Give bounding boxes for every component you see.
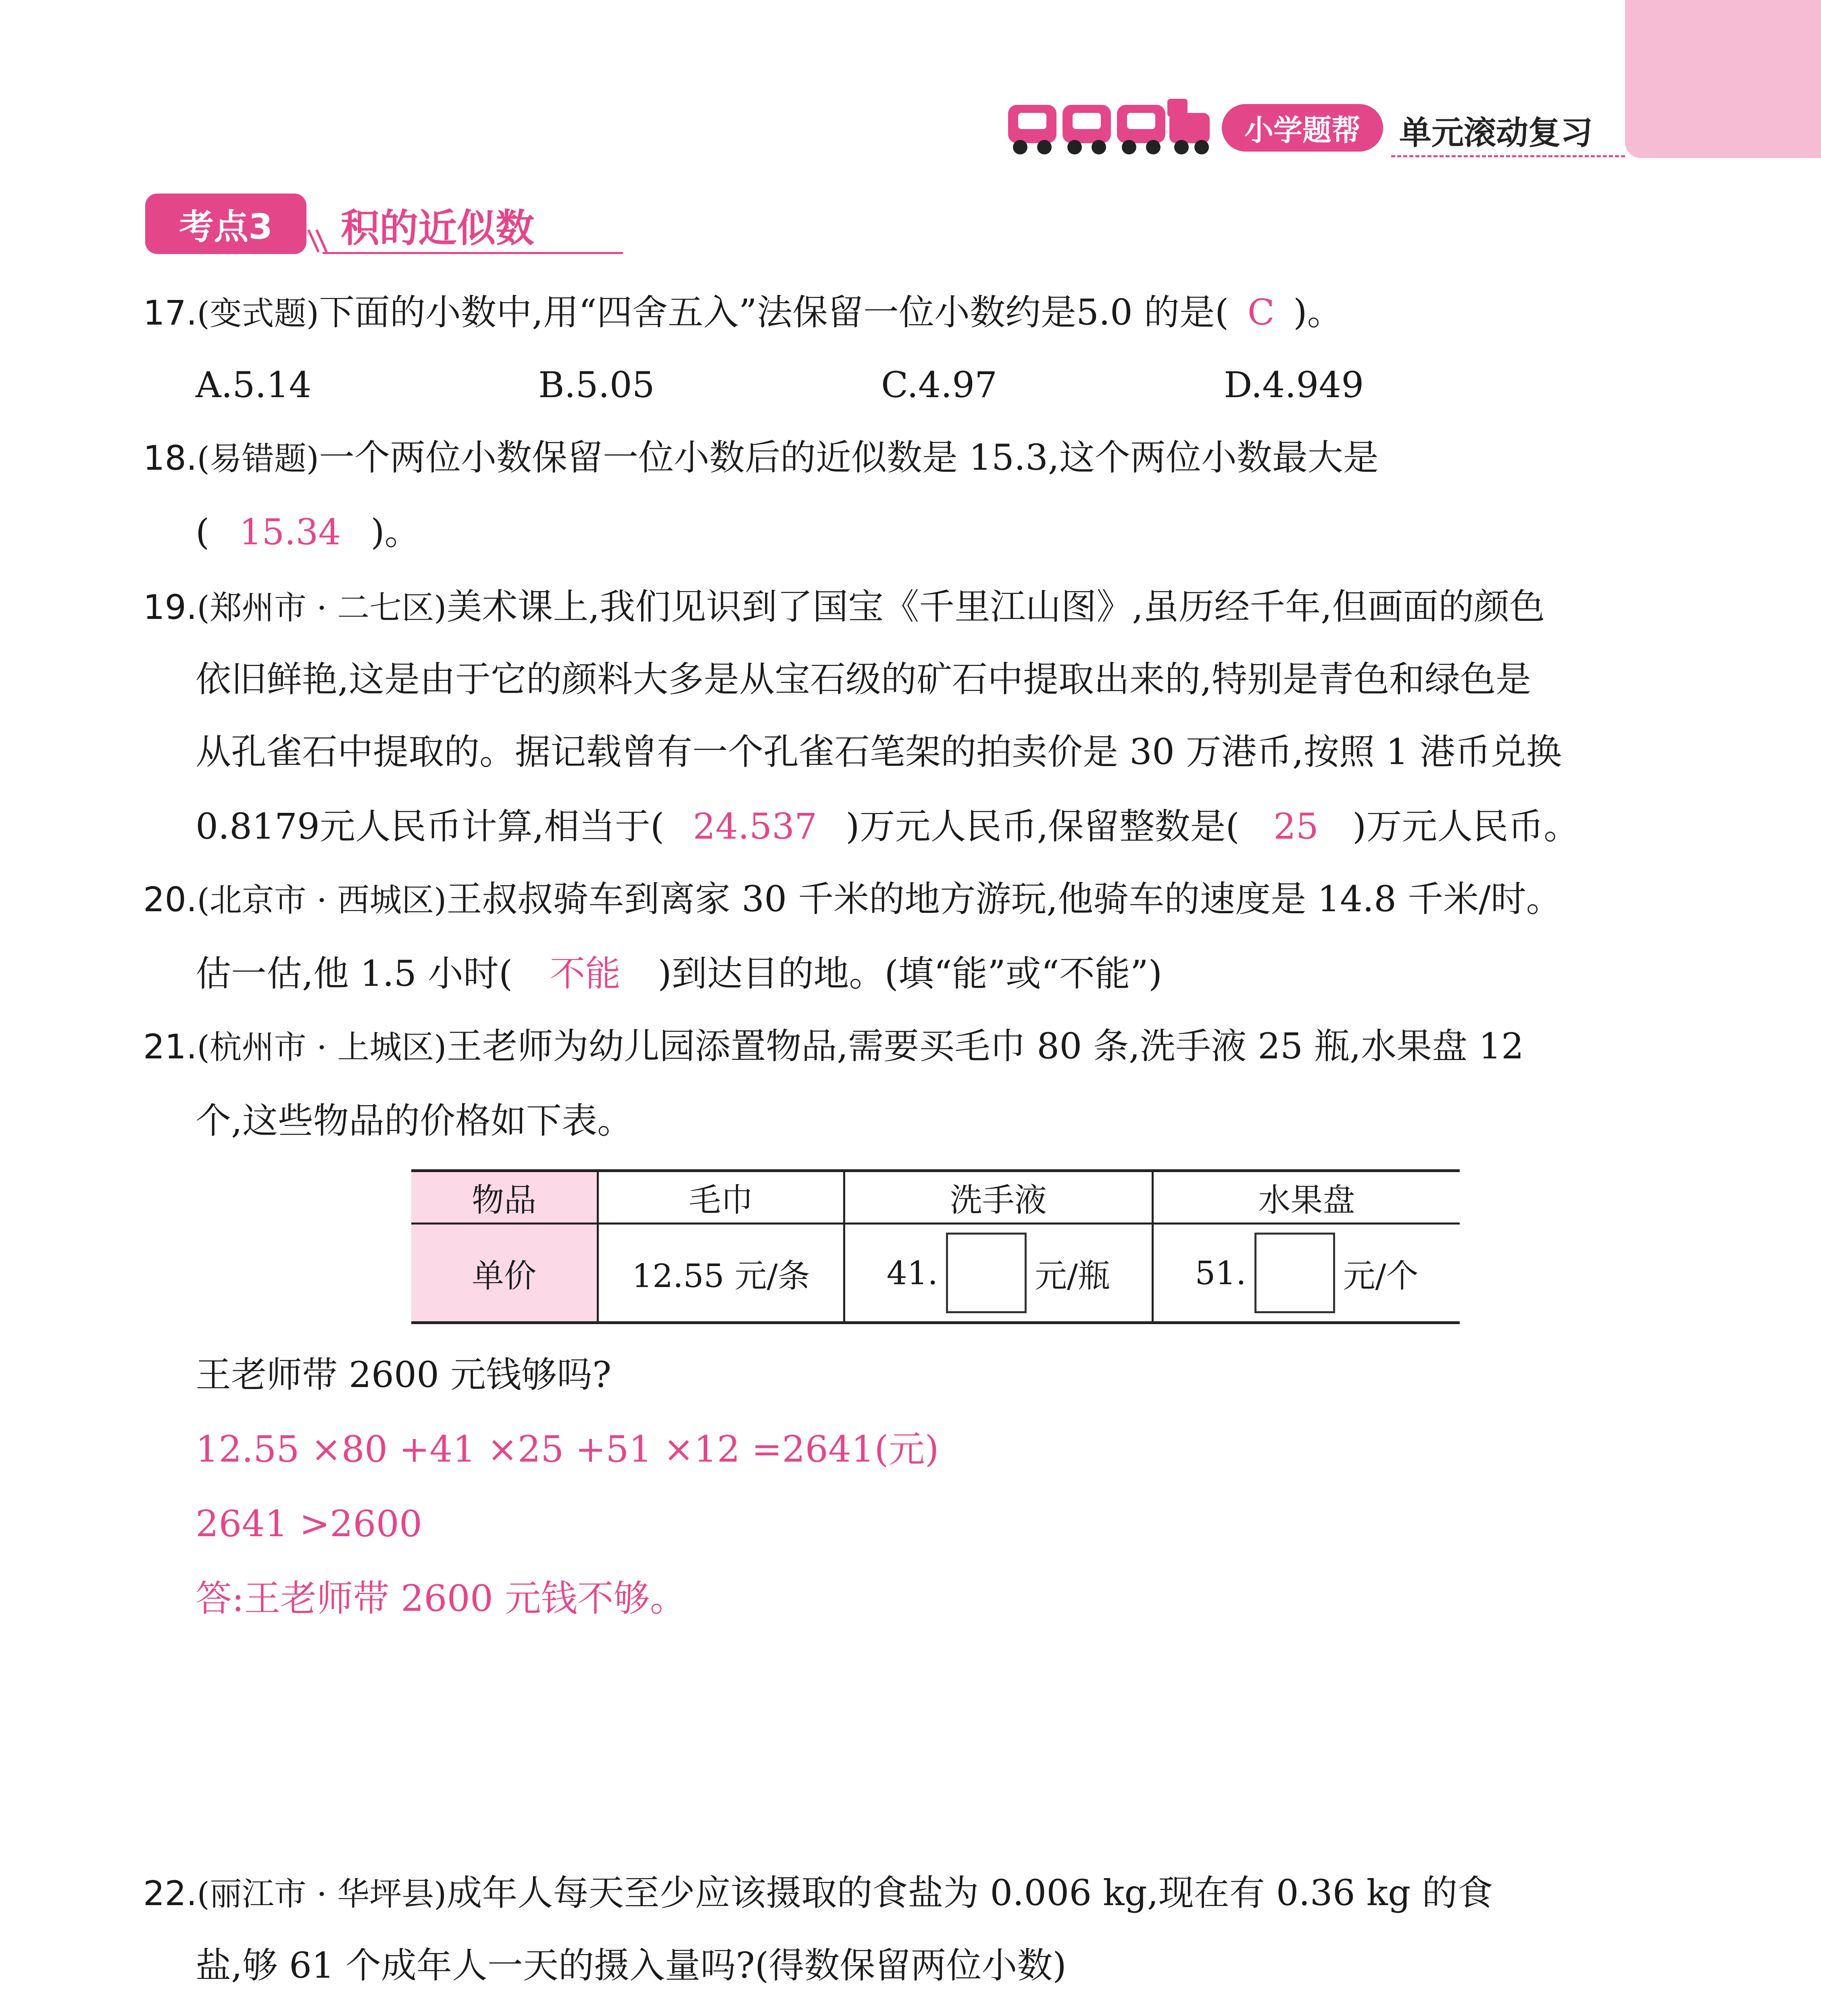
- q21-solution-2: 2641 >2600: [196, 1503, 423, 1545]
- fruitplate-price-prefix: 51.: [1195, 1254, 1246, 1292]
- q21-line1: [143, 1024, 1524, 1070]
- q19-line3: 从孔雀石中提取的。据记载曾有一个孔雀石笔架的拍卖价是 30 万港币,按照 1 港币兑换: [196, 731, 1562, 773]
- q21-tag: (杭州市 · 上城区): [197, 1029, 447, 1066]
- q18-close: )。: [371, 511, 420, 553]
- q19-line2: 依旧鲜艳,这是由于它的颜料大多是从宝石级的矿石中提取出来的,特别是青色和绿色是: [196, 658, 1531, 700]
- q17-number: 17.: [143, 293, 197, 333]
- table-header-handwash: 洗手液: [844, 1171, 1152, 1224]
- q19-number: 19.: [143, 587, 197, 627]
- q20-line2: [196, 952, 1162, 996]
- q20-answer: 不能: [550, 953, 621, 994]
- q17-option-c: C.4.97: [881, 364, 998, 406]
- q18-line2: [196, 510, 420, 554]
- q18-text: 一个两位小数保留一位小数后的近似数是 15.3,这个两位小数最大是: [319, 437, 1379, 478]
- q20-text1: 王叔叔骑车到离家 30 千米的地方游玩,他骑车的速度是 14.8 千米/时。: [446, 878, 1562, 920]
- header-divider: [1391, 155, 1625, 157]
- q18-line1: [143, 435, 1379, 481]
- q17-tag: (变式题): [197, 295, 319, 332]
- handwash-price-prefix: 41.: [886, 1254, 938, 1292]
- q19-tag: (郑州市 · 二七区): [197, 589, 447, 627]
- q17-text: 下面的小数中,用“四舍五入”法保留一位小数约是5.0 的是(: [319, 292, 1229, 333]
- q19-text4a: 0.8179元人民币计算,相当于(: [196, 806, 665, 847]
- fruitplate-price-unit: 元/个: [1343, 1257, 1419, 1295]
- q20-tag: (北京市 · 西城区): [197, 881, 447, 919]
- q17-option-d: D.4.949: [1224, 364, 1364, 406]
- q17-option-b: B.5.05: [538, 364, 655, 406]
- q19-answer2: 25: [1273, 806, 1319, 847]
- q18-answer: 15.34: [239, 511, 341, 553]
- q18-tag: (易错题): [197, 440, 319, 477]
- section-badge: 考点3: [145, 194, 306, 254]
- q19-answer1: 24.537: [693, 806, 817, 847]
- q21-question: 王老师带 2600 元钱够吗?: [196, 1354, 612, 1395]
- q22-line2: 盐,够 61 个成年人一天的摄入量吗?(得数保留两位小数): [196, 1945, 1067, 1986]
- table-header-row: [411, 1171, 1460, 1224]
- q21-text1: 王老师为幼儿园添置物品,需要买毛巾 80 条,洗手液 25 瓶,水果盘 12: [446, 1025, 1524, 1067]
- fruitplate-price-cell: [1152, 1224, 1460, 1323]
- table-row: [411, 1224, 1460, 1323]
- header-title: 单元滚动复习: [1399, 114, 1593, 152]
- table-header-fruitplate: 水果盘: [1152, 1171, 1460, 1224]
- handwash-digit-box: [946, 1233, 1027, 1313]
- q20-number: 20.: [143, 880, 197, 919]
- q19-text4c: )万元人民币。: [1352, 806, 1579, 847]
- q21-number: 21.: [143, 1027, 197, 1066]
- q22-line1: [143, 1871, 1493, 1916]
- towel-price: 12.55 元/条: [598, 1224, 844, 1323]
- section-underline: [323, 252, 623, 254]
- corner-tab: [1625, 0, 1821, 158]
- q17-line: [143, 290, 1343, 336]
- q21-solution-1: 12.55 ×80 +41 ×25 +51 ×12 =2641(元): [196, 1428, 939, 1470]
- q19-line1: [143, 585, 1545, 630]
- q18-open: (: [196, 511, 210, 553]
- q19-text1: 美术课上,我们见识到了国宝《千里江山图》,虽历经千年,但画面的颜色: [446, 586, 1545, 627]
- price-table: [411, 1169, 1460, 1324]
- section-title: 积的近似数: [341, 206, 534, 251]
- q18-number: 18.: [143, 438, 197, 478]
- q19-text4b: )万元人民币,保留整数是(: [846, 806, 1240, 847]
- q20-text2a: 估一估,他 1.5 小时(: [196, 953, 513, 994]
- q21-line2: 个,这些物品的价格如下表。: [196, 1100, 633, 1141]
- q20-text2b: )到达目的地。(填“能”或“不能”): [658, 953, 1163, 994]
- q19-line4: [196, 804, 1579, 849]
- q20-line1: [143, 877, 1562, 923]
- q17-option-a: A.5.14: [196, 364, 312, 406]
- q22-text1: 成年人每天至少应该摄取的食盐为 0.006 kg,现在有 0.36 kg 的食: [446, 1872, 1493, 1914]
- table-row-label: 单价: [411, 1224, 598, 1323]
- handwash-price-unit: 元/瓶: [1034, 1257, 1110, 1295]
- table-header-towel: 毛巾: [598, 1171, 844, 1224]
- q17-answer: C: [1247, 292, 1275, 333]
- brand-pill: 小学题帮: [1222, 104, 1383, 152]
- q21-solution-3: 答:王老师带 2600 元钱不够。: [196, 1577, 686, 1620]
- fruitplate-digit-box: [1254, 1233, 1335, 1313]
- train-logo-icon: [1008, 97, 1210, 157]
- q17-tail: )。: [1293, 292, 1343, 333]
- table-header-item: 物品: [411, 1171, 598, 1224]
- slash-deco-icon: [306, 226, 331, 254]
- handwash-price-cell: [844, 1224, 1152, 1323]
- q22-number: 22.: [143, 1874, 197, 1913]
- q22-tag: (丽江市 · 华坪县): [197, 1875, 447, 1913]
